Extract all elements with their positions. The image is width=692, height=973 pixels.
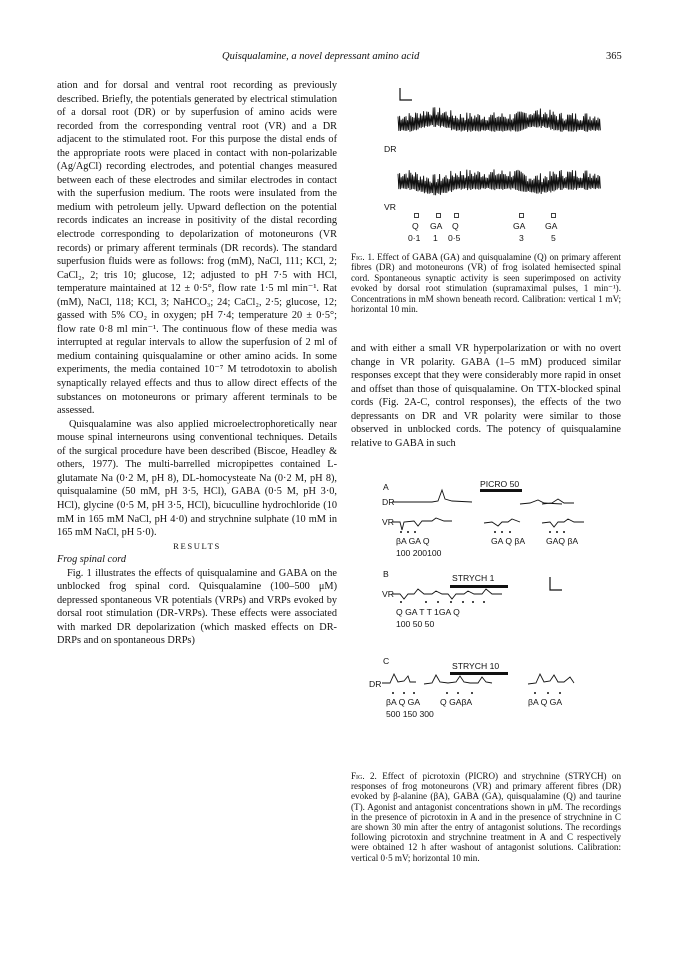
figure-1 [378, 80, 608, 248]
picrotoxin-label: PICRO 50 [480, 479, 520, 489]
strychnine-1-bar [450, 585, 508, 588]
figure-2-caption-label: Fig. 2. [351, 771, 377, 781]
concentration-label: 0·1 [408, 233, 421, 243]
electrode-markers-a [400, 531, 565, 533]
running-title: Quisqualamine, a novel depressant amino acid [222, 51, 420, 62]
agents-c-2: Q GAβA [440, 697, 473, 707]
dr-trace-a [392, 490, 574, 504]
picrotoxin-bar [480, 489, 522, 492]
dr-label: DR [384, 144, 397, 154]
concentration-label: 5 [551, 233, 556, 243]
figure-1-caption-label: Fig. 1. [351, 252, 375, 262]
dr-label: DR [369, 679, 382, 689]
agents-a-2: GA Q βA [491, 536, 526, 546]
dr-trace-c [382, 674, 574, 684]
figure-2-caption [351, 771, 621, 863]
strychnine-1-label: STRYCH 1 [452, 573, 495, 583]
agents-a-1: βA GA Q [396, 536, 430, 546]
agents-a-3: GAQ βA [546, 536, 579, 546]
strychnine-10-bar [450, 672, 508, 675]
figure-2 [352, 478, 622, 770]
dr-trace [398, 107, 600, 132]
panel-c-label: C [383, 656, 390, 666]
agent-label: GA [513, 221, 526, 231]
frog-spinal-cord-subheading: Frog spinal cord [57, 554, 127, 566]
vr-trace-a [392, 518, 584, 530]
vr-trace-b [392, 589, 502, 599]
figure-2-caption-text: Effect of picrotoxin (PICRO) and strychnine (STRYCH) on responses of frog motoneurons (VR) and primary afferent fibres (DR) evoked by β-alanine (βA), GABA (GA), quisqualamine (Q) and taurine (T). Agonist and antagonist concentrations shown in μM. The recordings in the presence of picrotoxin in A and in the presence of strychnine in C are shown 30 min after the entry of antagonist solutions. The recordings following picrotoxin and strychnine treatment in A and C respectively were obtained 12 h after washout of antagonist solutions. Calibration: vertical 0·5 mV; horizontal 10 min. [351, 771, 622, 863]
agent-label: GA [545, 221, 558, 231]
agents-c-3: βA Q GA [528, 697, 563, 707]
calibration-bar [400, 88, 412, 100]
concentrations-c: 500 150 300 [386, 709, 434, 719]
vr-label: VR [382, 589, 394, 599]
calibration-bar [550, 577, 562, 590]
concentrations-a: 100 200100 [396, 548, 442, 558]
concentration-label: 1 [433, 233, 438, 243]
concentrations-b: 100 50 50 [396, 619, 435, 629]
agents-c-1: βA Q GA [386, 697, 421, 707]
agent-label: Q [412, 221, 419, 231]
microelectrophoresis-paragraph: Quisqualamine was also applied microelectrophoretically near mouse spinal interneurons using conventional techniques. Details of the surgical procedure have been described (Biscoe, Headley & others, 1977). The multi-barrelled micropipettes contained L-glutamate Na (0·2 M, pH 8), DL-homocysteate Na (0·2 M, pH 8), quisqualamine (50 mM, pH 3·5, HCl), GABA (0·5 M, pH 3·0, HCl), glycine (0·5 M, pH 3·5, HCl), bicuculline hydrochloride (10 mM in 165 mM NaCl, pH 4·0) and strychnine sulphate (10 mM in 165 mM NaCl, pH 5·0). [57, 418, 337, 539]
agent-label: GA [430, 221, 443, 231]
concentration-label: 0·5 [448, 233, 461, 243]
vr-trace [398, 169, 600, 195]
panel-b-label: B [383, 569, 389, 579]
figure-1-caption [351, 252, 621, 314]
methods-paragraph: ation and for dorsal and ventral root recording as previously described. Briefly, the potentials generated by electrical stimulation of a dorsal root (DR) or by superfusion of amino acids were recorded from the corresponding ventral root (VR) and a DR adjacent to the stimulated root. For this purpose the distal ends of the appropriate roots were placed in contact with non-polarizable (Ag/AgCl) recording electrodes, and potential changes measured between each of these electrodes and similar electrodes in contact with the superfusion medium. The roots were insulated from the medium with petroleum jelly. Upward deflection on the potential records indicates an increase in positivity of the distal recording electrode corresponding to depolarization of motoneurons (VR records) or primary afferent terminals (DR records). The standard superfusion fluids were as follows: frog (mM), NaCl, 111; KCl, 2; CaCl₂, 2; tris 10; glucose, 12; adjusted to pH 7·5 with HCl, temperature maintained at 12 ± 0·5°, flow rate 1·5 ml min⁻¹. Rat (mM), NaCl, 118; KCl, 3; NaHCO₃; 24; CaCl₂, 2·5; glucose, 12; gassed with 5% CO₂ in oxygen; pH 7·4; temperature 20 ± 0·5°; flow rate 0·8 ml min⁻¹. The continuous flow of these media was interrupted at regular intervals to allow the superfusion of 2 ml of medium containing quisqualamine or other amino acids. In some experiments, the media contained 10⁻⁷ M tetrodotoxin to abolish synaptically relayed effects and thus to allow direct effects of the substances on motoneurons or primary afferent terminals to be assessed. [57, 80, 337, 417]
results-heading: RESULTS [173, 540, 221, 551]
agents-b: Q GA T T 1GA Q [396, 607, 460, 617]
vr-label: VR [384, 202, 396, 212]
left-column [57, 79, 337, 648]
strychnine-10-label: STRYCH 10 [452, 661, 500, 671]
running-head [0, 51, 692, 65]
application-markers [415, 214, 556, 218]
panel-a-label: A [383, 482, 389, 492]
agent-label: Q [452, 221, 459, 231]
figure-1-caption-text: Effect of GABA (GA) and quisqualamine (Q) on primary afferent fibres (DR) and motoneurons (VR) of frog isolated hemisected spinal cord. Spontaneous synaptic activity is seen superimposed on activity evoked by dorsal root stimulation (supramaximal pulses, 1 min⁻¹). Concentrations in mM shown beneath record. Calibration: vertical 1 mV; horizontal 10 min. [351, 252, 622, 315]
results-paragraph: Fig. 1 illustrates the effects of quisqualamine and GABA on the unblocked frog spinal cord. Quisqualamine (100–500 μM) depressed spontaneous VR potentials (VRPs) and VRPs evoked by dorsal root stimulation (DR-VRPs). These effects were associated with marked DR depolarization (which masked effects on DR-DRPs and on spontaneous DRPs) [57, 567, 337, 647]
electrode-markers-b [400, 601, 485, 603]
concentration-label: 3 [519, 233, 524, 243]
page-number: 365 [606, 51, 622, 62]
dr-label: DR [382, 497, 395, 507]
vr-label: VR [382, 517, 394, 527]
electrode-markers-c [392, 692, 561, 694]
right-column-text: and with either a small VR hyperpolarization or with no overt change in VR polarity. GABA (1–5 mM) produced similar responses except that they were considerably more rapid in onset and offset than those of quisqualamine. On TTX-blocked spinal cords (Fig. 2A-C, control responses), the effects of the two depressants on DR and VR polarity were similar to those observed in unblocked cords. The potency of quisqualamine relative to GABA in such [351, 343, 621, 449]
